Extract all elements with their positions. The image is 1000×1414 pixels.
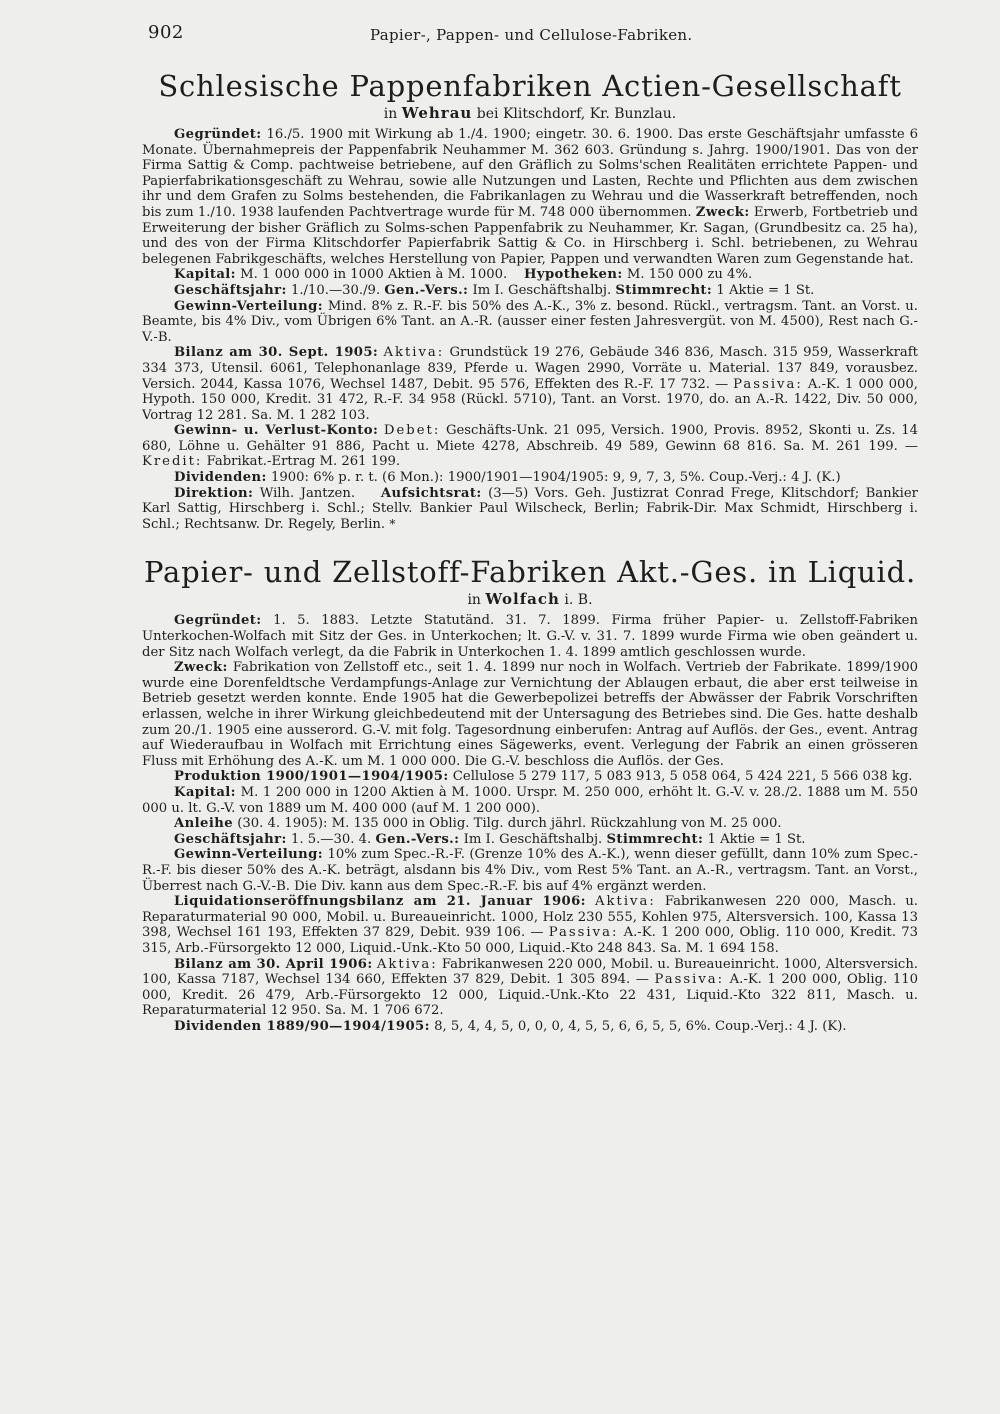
capital-paragraph xyxy=(142,785,918,816)
purpose-paragraph xyxy=(142,660,918,769)
voting-right-label: Stimmrecht: xyxy=(606,831,704,847)
company-entry-1 xyxy=(142,68,918,532)
fiscal-year-text: 1./10.—30./9. xyxy=(290,282,381,298)
founding-paragraph xyxy=(142,127,918,267)
founding-text: 16./5. 1900 mit Wirkung ab 1./4. 1900; eingetr. 30. 6. 1900. Das erste Geschäftsjahr umfasste 6 Monate. Übernahmepreis der Pappenfabrik Neuhammer M. 362 603. Gründung s. Jahrg. 1900/1901. Das von der Firma Sattig & Comp. pachtweise betriebene, auf den Gräflich zu Solms'schen Realitäten errichtete Pappen- und Papierfabrikationsgeschäft zu Wehrau, sowie alle Nutzungen und Lasten, Rechte und Pflichten aus dem zwischen ihr und dem Grafen zu Solms bestehenden, die Fabrikanlagen zu Wehrau und die Wasserkraft betreffenden, noch bis zum 1./10. 1938 laufenden Pachtvertrage wurde für M. 748 000 übernommen. xyxy=(142,127,918,220)
profit-loss-label: Gewinn- u. Verlust-Konto: xyxy=(174,423,379,439)
assets-label: Aktiva: xyxy=(595,894,656,910)
liabilities-text: A.-K. 1 000 000, Hypoth. 150 000, Kredit. 31 472, R.-F. 34 958 (Rückl. 5710), Tant. an Vorst. 1970, do. an A.-R. 1422, Div. 50 000, Vortrag 12 281. Sa. M. 1 282 103. xyxy=(142,376,918,423)
company-entry-2 xyxy=(142,554,918,1034)
loan-label: Anleihe xyxy=(174,816,234,832)
running-title: Papier-, Pappen- und Cellulose-Fabriken. xyxy=(370,26,693,44)
profit-loss-paragraph xyxy=(142,423,918,470)
capital-label: Kapital: xyxy=(174,784,236,800)
profit-distribution-label: Gewinn-Verteilung: xyxy=(174,847,324,863)
debit-text: Geschäfts-Unk. 21 095, Versich. 1900, Provis. 8952, Skonti u. Zs. 14 680, Löhne u. Gehälter 91 886, Pacht u. Miete 4278, Abschreib. 49 589, Gewinn 68 816. Sa. M. 261 199. — xyxy=(142,423,918,454)
profit-distribution-paragraph xyxy=(142,299,918,346)
location-prefix: in xyxy=(383,106,398,122)
production-label: Produktion 1900/1901—1904/1905: xyxy=(174,769,449,785)
balance-paragraph xyxy=(142,957,918,1019)
founding-paragraph xyxy=(142,613,918,660)
dividends-text: 8, 5, 4, 4, 5, 0, 0, 0, 4, 5, 5, 6, 6, 5, 5, 6%. Coup.-Verj.: 4 J. (K). xyxy=(434,1018,847,1034)
liabilities-text: A.-K. 1 200 000, Oblig. 110 000, Kredit. 26 479, Arb.-Fürsorgekto 12 000, Liquid.-Unk.-Kto 22 431, Liquid.-Kto 322 811, Masch. u. Reparaturmaterial 12 950. Sa. M. 1 706 672. xyxy=(142,972,918,1019)
voting-right-text: 1 Aktie = 1 St. xyxy=(707,831,806,847)
general-meeting-text: Im I. Geschäftshalbj. xyxy=(472,282,612,298)
general-meeting-label: Gen.-Vers.: xyxy=(384,282,469,298)
assets-text: Grundstück 19 276, Gebäude 346 836, Masch. 315 959, Wasserkraft 334 373, Utensil. 6061, Telephonanlage 839, Pferde u. Wagen 2990, Vorräte u. Material. 137 849, vorausbez. Versich. 2044, Kassa 1076, Wechsel 1487, Debit. 95 576, Effekten des R.-F. 17 732. — xyxy=(142,345,918,392)
location-place: Wolfach xyxy=(485,590,560,609)
capital-text: M. 1 000 000 in 1000 Aktien à M. 1000. xyxy=(240,267,508,283)
location-prefix: in xyxy=(467,592,481,609)
assets-label: Aktiva: xyxy=(383,345,445,361)
loan-text: (30. 4. 1905): M. 135 000 in Oblig. Tilg. durch jährl. Rückzahlung von M. 25 000. xyxy=(237,816,782,832)
general-meeting-text: Im I. Geschäftshalbj. xyxy=(463,831,603,847)
fiscal-year-label: Geschäftsjahr: xyxy=(174,831,287,847)
liabilities-text: A.-K. 1 200 000, Oblig. 110 000, Kredit. 73 315, Arb.-Fürsorgekto 12 000, Liquid.-Unk.-Kto 50 000, Liquid.-Kto 248 843. Sa. M. 1 694 158. xyxy=(142,925,918,956)
page-content xyxy=(142,62,918,1402)
production-paragraph xyxy=(142,769,918,785)
balance-paragraph xyxy=(142,345,918,423)
voting-right-text: 1 Aktie = 1 St. xyxy=(716,282,815,298)
liabilities-label: Passiva: xyxy=(654,972,725,988)
founding-label: Gegründet: xyxy=(174,613,262,629)
assets-text: Fabrikanwesen 220 000, Mobil. u. Bureaueinricht. 1000, Altersversich. 100, Kassa 7187, Wechsel 134 660, Effekten 37 829, Debit. 1 305 894. — xyxy=(142,956,918,988)
management-text: Wilh. Jantzen. xyxy=(259,485,356,501)
purpose-text: Erwerb, Fortbetrieb und Erweiterung der bisher Gräflich zu Solms-schen Pappenfabrik zu Neuhammer, Kr. Sagan, (Grundbesitz ca. 25 ha), und des von der Firma Klitschdorfer Papierfabrik Sattig & Co. in Hirschberg i. Schl. betriebenen, zu Wehrau belegenen Fabrikgeschäfts, welches Herstellung von Papier, Pappen und verwandten Waren zum Gegenstande hat. xyxy=(142,204,918,267)
fiscal-year-label: Geschäftsjahr: xyxy=(174,282,287,298)
balance-label: Bilanz am 30. Sept. 1905: xyxy=(174,345,379,361)
location-place: Wehrau xyxy=(401,104,473,122)
company-title: Papier- und Zellstoff-Fabriken Akt.-Ges. in Liquid. xyxy=(143,555,917,590)
founding-text: 1. 5. 1883. Letzte Statutänd. 31. 7. 1899. Firma früher Papier- u. Zellstoff-Fabriken Unterkochen-Wolfach mit Sitz der Ges. in Unterkochen; lt. G.-V. v. 31. 7. 1899 wurde Firma wie oben geändert u. der Sitz nach Wolfach verlegt, da die Fabrik in Unterkochen 1. 4. 1899 amtlich geschlossen wurde. xyxy=(142,613,918,660)
location-suffix: bei Klitschdorf, Kr. Bunzlau. xyxy=(476,106,677,122)
purpose-label: Zweck: xyxy=(174,660,228,676)
production-text: Cellulose 5 279 117, 5 083 913, 5 058 064, 5 424 221, 5 566 038 kg. xyxy=(452,769,913,785)
dividends-label: Dividenden: xyxy=(174,470,267,486)
voting-right-label: Stimmrecht: xyxy=(615,282,713,298)
general-meeting-label: Gen.-Vers.: xyxy=(375,831,460,847)
credit-text: Fabrikat.-Ertrag M. 261 199. xyxy=(206,454,401,470)
liquidation-balance-label: Liquidationseröffnungsbilanz am 21. Januar 1906: xyxy=(174,894,586,910)
fiscal-year-text: 1. 5.—30. 4. xyxy=(290,831,372,847)
purpose-label: Zweck: xyxy=(695,204,750,220)
mortgage-text: M. 150 000 zu 4%. xyxy=(626,267,753,283)
dividends-label: Dividenden 1889/90—1904/1905: xyxy=(174,1018,430,1034)
dividends-paragraph xyxy=(142,470,918,486)
assets-label: Aktiva: xyxy=(376,956,438,972)
purpose-text: Fabrikation von Zellstoff etc., seit 1. 4. 1899 nur noch in Wolfach. Vertrieb der Fabrikate. 1899/1900 wurde eine Dorenfeldtsche Verdampfungs-Anlage zur Vernichtung der Ablaugen erbaut, die aber erst teilweise in Betrieb gesetzt werden konnte. Ende 1905 hat die Gewerbepolizei betreffs der Abwässer der Fabrik Vorschriften erlassen, welche in ihrer Wirkung gleichbedeutend mit der Untersagung des Betriebes sind. Die Ges. hatte deshalb zum 20./1. 1905 eine ausserord. G.-V. mit folg. Tagesordnung einberufen: Antrag auf Auflös. der Ges., event. Antrag auf Wiederaufbau in Wolfach mit Errichtung eines Sägewerks, event. Verlegung der Fabrik an einen grösseren Fluss mit Erhöhung des A.-K. um M. 1 000 000. Die G.-V. beschloss die Auflös. der Ges. xyxy=(142,660,918,769)
supervisory-board-label: Aufsichtsrat: xyxy=(380,485,482,501)
mortgage-label: Hypotheken: xyxy=(524,267,623,283)
liquidation-balance-paragraph xyxy=(142,894,918,956)
debit-label: Debet: xyxy=(383,423,441,439)
page-number: 902 xyxy=(148,22,184,43)
assets-text: Fabrikanwesen 220 000, Masch. u. Reparaturmaterial 90 000, Mobil. u. Bureaueinricht. 1000, Holz 230 555, Kohlen 975, Altersversich. 100, Kassa 13 398, Wechsel 161 193, Effekten 37 829, Debit. 939 106. — xyxy=(142,894,918,941)
company-location xyxy=(142,590,918,609)
capital-paragraph xyxy=(142,267,918,283)
supervisory-board-text: (3—5) Vors. Geh. Justizrat Conrad Frege, Klitschdorf; Bankier Karl Sattig, Hirschberg i. Schl.; Stellv. Bankier Paul Wilscheck, Berlin; Fabrik-Dir. Max Schmidt, Hirschberg i. Schl.; Rechtsanw. Dr. Regely, Berlin. xyxy=(142,485,918,532)
page-header xyxy=(0,22,1000,54)
loan-paragraph xyxy=(142,816,918,832)
profit-distribution-label: Gewinn-Verteilung: xyxy=(174,298,324,314)
founding-label: Gegründet: xyxy=(174,127,262,142)
capital-label: Kapital: xyxy=(174,267,236,283)
credit-label: Kredit: xyxy=(142,454,203,470)
dividends-text: 1900: 6% p. r. t. (6 Mon.): 1900/1901—1904/1905: 9, 9, 7, 3, 5%. Coup.-Verj.: 4 J. (K.) xyxy=(271,470,841,486)
board-paragraph xyxy=(142,486,918,533)
location-suffix: i. B. xyxy=(564,592,593,609)
end-mark: * xyxy=(389,516,396,531)
fiscal-paragraph xyxy=(142,283,918,299)
liabilities-label: Passiva: xyxy=(733,376,803,392)
liabilities-label: Passiva: xyxy=(548,925,619,941)
fiscal-paragraph xyxy=(142,832,918,848)
management-label: Direktion: xyxy=(174,485,254,501)
balance-label: Bilanz am 30. April 1906: xyxy=(174,956,373,972)
company-location xyxy=(142,104,918,123)
profit-distribution-text: Mind. 8% z. R.-F. bis 50% des A.-K., 3% z. besond. Rückl., vertragsm. Tant. an Vorst. u. Beamte, bis 4% Div., vom Übrigen 6% Tant. an A.-R. (ausser einer festen Jahresvergüt. von M. 4500), Rest nach G.-V.-B. xyxy=(142,298,918,345)
capital-text: M. 1 200 000 in 1200 Aktien à M. 1000. Urspr. M. 250 000, erhöht lt. G.-V. v. 28./2. 1888 um M. 550 000 u. lt. G.-V. von 1889 um M. 400 000 (auf M. 1 200 000). xyxy=(142,784,918,816)
dividends-paragraph xyxy=(142,1019,918,1035)
profit-distribution-paragraph xyxy=(142,847,918,894)
company-title: Schlesische Pappenfabriken Actien-Gesellschaft xyxy=(158,69,902,103)
profit-distribution-text: 10% zum Spec.-R.-F. (Grenze 10% des A.-K.), wenn dieser gefüllt, dann 10% zum Spec.-R.-F. bis dieser 50% des A.-K. beträgt, alsdann bis 4% Div., vom Rest 5% Tant. an A.-R., vertragsm. Tant. an Vorst., Überrest nach G.-V.-B. Die Div. kann aus dem Spec.-R.-F. bis auf 4% ergänzt werden. xyxy=(142,847,918,894)
